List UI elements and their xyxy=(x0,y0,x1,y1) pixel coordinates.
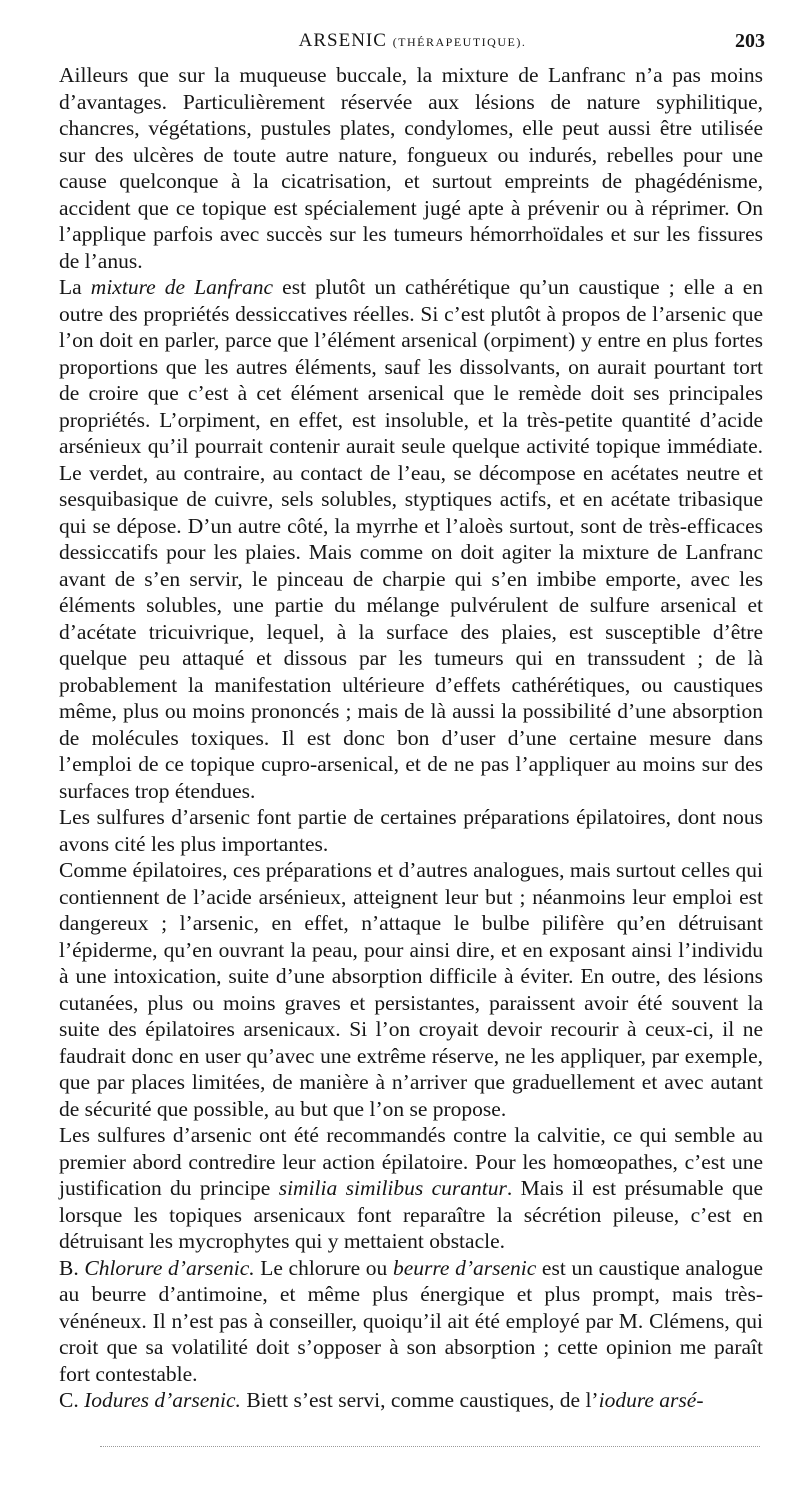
text-run: . Mais il est présumable que lorsque les topiques arsenicaux font reparaître la sécrétion pileuse, c’est en détruisant les mycrophytes qui y mettaient obstacle. xyxy=(59,1176,763,1253)
italic-text: iodure arsé- xyxy=(598,1388,704,1412)
text-run: Ailleurs que sur la muqueuse buccale, la mixture de Lanfranc n’a pas moins d’avantages. Particulièrement réservée aux lésions de nature syphilitique, chancres, végétations, pustules plates, condylomes, elle peut aussi être utilisée sur des ulcères de toute autre nature, fongueux ou indurés, rebelles pour une cause quelconque à la cicatrisation, et surtout empreints de phagédénisme, accident que ce topique est spécialement jugé apte à prévenir ou à réprimer. On l’applique parfois avec succès sur les tumeurs hémorrhoïdales et sur les fissures de l’anus. xyxy=(59,63,763,273)
running-header xyxy=(60,30,765,58)
paragraph-p3 xyxy=(59,804,763,857)
text-run: est plutôt un cathérétique qu’un caustique ; elle a en outre des propriétés dessiccatives réelles. Si c’est plutôt à propos de l’arsenic que l’on doit en parler, parce que l’élément arsenical (orpiment) y entre en plus fortes proportions que les autres éléments, sauf les dissolvants, on aurait pourtant tort de croire que c’est à cet élément arsenical que le remède doit ses principales propriétés. L’orpiment, en effet, est insoluble, et la très-petite quantité d’acide arsénieux qu’il pourrait contenir aurait seule quelque activité topique immédiate. Le verdet, au contraire, au contact de l’eau, se décompose en acétates neutre et sesquibasique de cuivre, sels solubles, styptiques actifs, et en acétate tribasique qui se dépose. D’un autre côté, la myrrhe et l’aloès surtout, sont de très-efficaces dessiccatifs pour les plaies. Mais comme on doit agiter la mixture de Lanfranc avant de s’en servir, le pinceau de charpie qui s’en imbibe emporte, avec les éléments solubles, une partie du mélange pulvérulent de sulfure arsenical et d’acétate tricuivrique, lequel, à la surface des plaies, est susceptible d’être quelque peu attaqué et dissous par les tumeurs qui en transsudent ; de là probablement la manifestation ultérieure d’effets cathérétiques, ou caustiques même, plus ou moins prononcés ; mais de là aussi la possibilité d’une absorption de molécules toxiques. Il est donc bon d’user d’une certaine mesure dans l’emploi de ce topique cupro-arsenical, et de ne pas l’appliquer au moins sur des surfaces trop étendues. xyxy=(59,275,763,803)
text-run: Biett s’est servi, comme caustiques, de l’ xyxy=(240,1388,599,1412)
page-number: 203 xyxy=(735,30,765,52)
text-run: B. xyxy=(59,1255,85,1280)
paragraph-p5 xyxy=(59,1122,763,1255)
italic-text: Iodures d’arsenic. xyxy=(84,1388,241,1412)
running-title-main: ARSENIC xyxy=(298,30,387,51)
italic-text: beurre d’arsenic xyxy=(392,1255,537,1280)
paragraph-p4 xyxy=(59,857,763,1122)
paragraph-p6 xyxy=(59,1255,763,1388)
running-title-sub: (THÉRAPEUTIQUE). xyxy=(392,35,527,49)
paragraph-p1 xyxy=(59,62,763,274)
text-run: C. xyxy=(59,1388,85,1412)
body-text xyxy=(59,62,763,1414)
text-run: est un caustique analogue au beurre d’antimoine, et même plus énergique et plus prompt, mais très-vénéneux. Il n’est pas à conseiller, quoiqu’il ait été employé par M. Clémens, qui croit que sa volatilité doit s’opposer à son absorption ; cette opinion me paraît fort contestable. xyxy=(59,1255,763,1386)
italic-text: mixture de Lanfranc xyxy=(90,275,274,299)
text-run: Les sulfures d’arsenic ont été recommandés contre la calvitie, ce qui semble au premier abord contredire leur action épilatoire. Pour les homœopathes, c’est une justification du principe xyxy=(59,1123,763,1200)
text-run: Le chlorure ou xyxy=(254,1255,393,1280)
text-run: Les sulfures d’arsenic font partie de certaines préparations épilatoires, dont nous avons cité les plus importantes. xyxy=(59,805,763,856)
footer-rule xyxy=(100,1446,760,1447)
running-title xyxy=(60,30,765,52)
italic-text: similia similibus curantur xyxy=(278,1176,507,1200)
text-run: La xyxy=(59,275,91,299)
italic-text: Chlorure d’arsenic. xyxy=(84,1255,255,1280)
text-run: Comme épilatoires, ces préparations et d’autres analogues, mais surtout celles qui contiennent de l’acide arsénieux, atteignent leur but ; néanmoins leur emploi est dangereux ; l’arsenic, en effet, n’attaque le bulbe pilifère qu’en détruisant l’épiderme, qu’en ouvrant la peau, pour ainsi dire, et en exposant ainsi l’individu à une intoxication, suite d’une absorption difficile à éviter. En outre, des lésions cutanées, plus ou moins graves et persistantes, paraissent avoir été souvent la suite des épilatoires arsenicaux. Si l’on croyait devoir recourir à ceux-ci, il ne faudrait donc en user qu’avec une extrême réserve, ne les appliquer, par exemple, que par places limitées, de manière à n’arriver que graduellement et avec autant de sécurité que possible, au but que l’on se propose. xyxy=(59,858,763,1121)
paragraph-p7 xyxy=(59,1387,763,1414)
paragraph-p2 xyxy=(59,274,763,804)
